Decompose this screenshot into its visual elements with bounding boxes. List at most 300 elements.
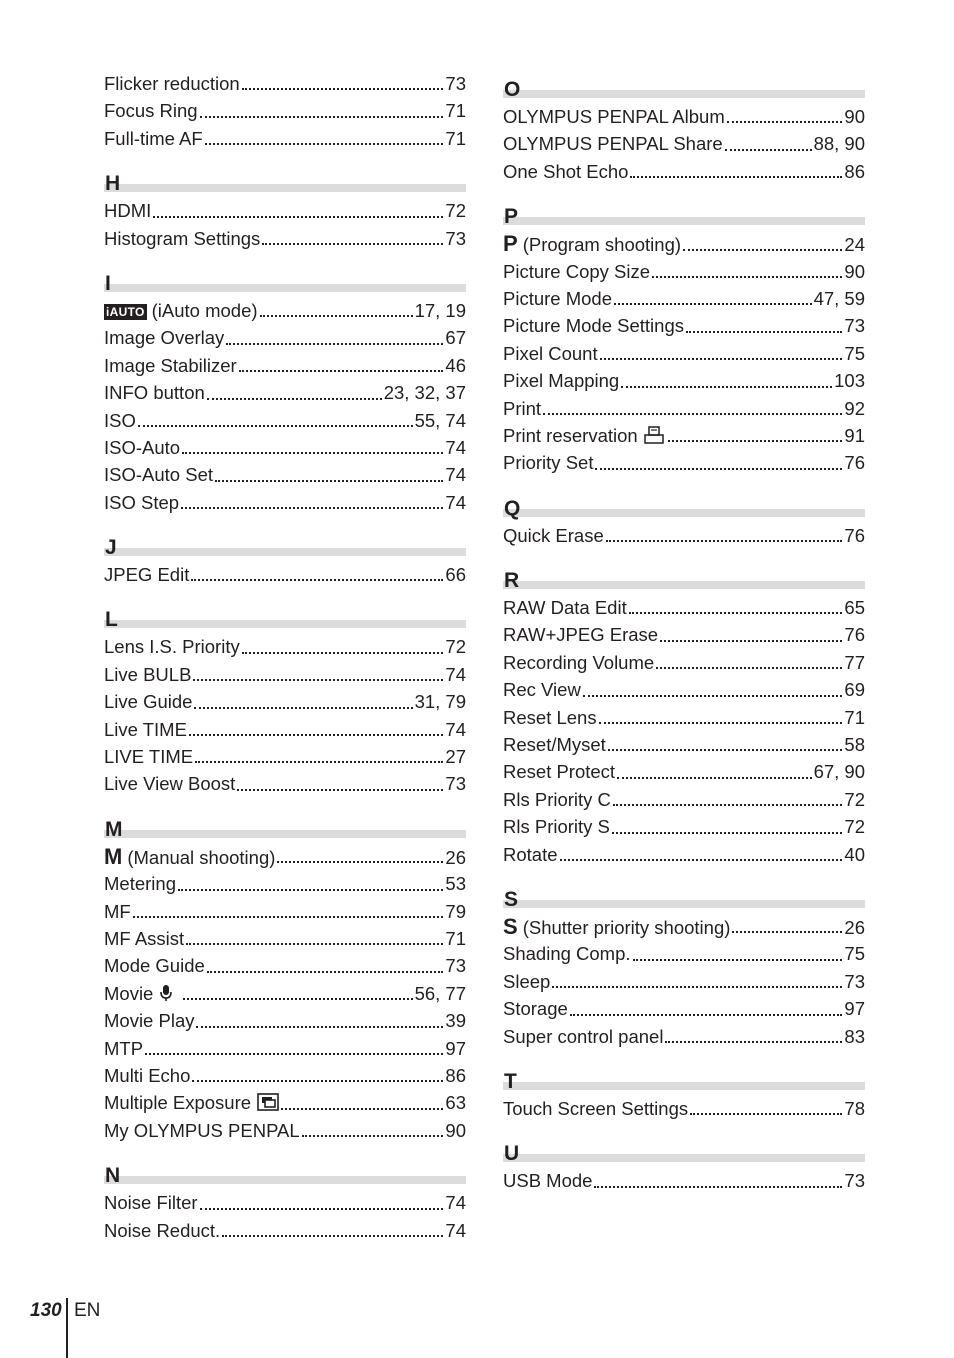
index-section-o	[503, 70, 865, 185]
entry-pages: 53	[445, 873, 466, 895]
entry-label: Multiple Exposure	[104, 1092, 252, 1114]
entry-term	[503, 731, 606, 758]
dot-leader	[205, 143, 444, 145]
section-letter: O	[504, 78, 521, 101]
dot-leader	[599, 722, 843, 724]
section-letter: H	[105, 172, 121, 196]
entry-pages: 67, 90	[813, 761, 865, 783]
entry-pages: 26	[445, 846, 466, 868]
index-section-r	[503, 561, 865, 868]
dot-leader	[237, 789, 443, 791]
entry-term	[503, 649, 654, 676]
index-entry-picture-mode-settings	[503, 312, 865, 339]
index-section-l	[104, 600, 466, 797]
section-letter: M	[105, 817, 123, 841]
dot-leader	[656, 667, 842, 669]
entry-pages: 55, 74	[414, 409, 466, 431]
section-header	[503, 1134, 865, 1166]
index-entry-quick-erase	[503, 522, 865, 549]
language-label: EN	[74, 1300, 101, 1321]
dot-leader	[196, 1026, 443, 1028]
entry-label: One Shot Echo	[503, 160, 629, 182]
entry-pages: 97	[445, 1037, 466, 1059]
section-divider-bar	[503, 509, 865, 517]
entry-term	[104, 324, 224, 351]
dot-leader	[207, 971, 444, 973]
dot-leader	[630, 176, 842, 178]
entry-pages: 72	[844, 816, 865, 838]
index-entry-rls-priority-s	[503, 813, 865, 840]
section-header	[503, 561, 865, 593]
entry-label: LIVE TIME	[104, 746, 194, 768]
dot-leader	[725, 149, 812, 151]
entry-pages: 90	[445, 1119, 466, 1141]
index-entry-olympus-penpal-share	[503, 130, 865, 157]
section-letter: Q	[504, 496, 521, 520]
dot-leader	[683, 249, 842, 251]
index-entry-metering	[104, 870, 466, 897]
entry-label: Reset Protect	[503, 761, 616, 783]
footer-divider	[66, 1298, 68, 1358]
entry-label: Shading Comp.	[503, 943, 631, 965]
entry-pages: 75	[844, 943, 865, 965]
dot-leader	[612, 832, 843, 834]
section-divider-bar	[104, 830, 466, 838]
entry-term	[503, 158, 628, 185]
entry-pages: 23, 32, 37	[383, 382, 466, 404]
dot-leader	[239, 370, 444, 372]
index-section-p	[503, 197, 865, 477]
dot-leader	[633, 959, 843, 961]
entry-term	[104, 1117, 300, 1144]
entry-pages: 71	[445, 927, 466, 949]
entry-label: Noise Filter	[104, 1192, 198, 1214]
index-section-s	[503, 880, 865, 1050]
index-column-right	[503, 70, 865, 1207]
entry-term	[503, 940, 631, 967]
index-section-u	[503, 1134, 865, 1194]
entry-label: Print	[503, 397, 542, 419]
entry-term	[104, 97, 198, 124]
index-entry-iso-step	[104, 489, 466, 516]
entry-label: OLYMPUS PENPAL Share	[503, 133, 723, 155]
section-header	[104, 1156, 466, 1188]
entry-term	[503, 758, 615, 785]
index-entry-mode-guide	[104, 952, 466, 979]
entry-term	[104, 743, 193, 770]
section-divider-bar	[104, 1176, 466, 1184]
entry-term	[503, 813, 610, 840]
dot-leader	[560, 859, 843, 861]
entry-pages: 66	[445, 564, 466, 586]
entry-term	[503, 841, 558, 868]
section-letter: U	[504, 1142, 520, 1166]
index-entry-jpeg-edit	[104, 561, 466, 588]
entry-pages: 77	[844, 651, 865, 673]
section-header	[503, 880, 865, 911]
index-entry-shading-comp	[503, 940, 865, 967]
section-header	[104, 264, 466, 295]
mode-letter: M	[104, 843, 123, 869]
entry-pages: 90	[844, 260, 865, 282]
entry-pages: 76	[844, 624, 865, 646]
entry-pages: 86	[844, 160, 865, 182]
entry-term	[104, 716, 187, 743]
section-header	[104, 810, 466, 841]
dot-leader	[686, 331, 842, 333]
entry-label: Recording Volume	[503, 651, 655, 673]
entry-label: INFO button	[104, 382, 205, 404]
section-letter: N	[105, 1164, 121, 1188]
index-entry-m-manual-shooting	[104, 843, 466, 870]
index-section-n	[104, 1156, 466, 1244]
dot-leader	[183, 998, 412, 1000]
dot-leader	[222, 1235, 443, 1237]
index-entry-live-guide	[104, 688, 466, 715]
section-letter: T	[504, 1069, 517, 1093]
entry-label: Mode Guide	[104, 955, 205, 977]
entry-term	[104, 407, 136, 434]
dot-leader	[189, 734, 443, 736]
index-entry-live-time	[104, 716, 466, 743]
entry-pages: 74	[445, 1192, 466, 1214]
entry-label: Picture Mode Settings	[503, 315, 684, 337]
entry-pages: 71	[445, 127, 466, 149]
print-reservation-icon	[644, 426, 664, 444]
entry-label: (Program shooting)	[522, 234, 682, 256]
entry-pages: 76	[844, 452, 865, 474]
dot-leader	[594, 1186, 842, 1188]
index-entry-reset-lens	[503, 704, 865, 731]
entry-term	[503, 786, 611, 813]
dot-leader	[281, 1108, 443, 1110]
index-entry-recording-volume	[503, 649, 865, 676]
dot-leader	[613, 804, 843, 806]
entry-pages: 74	[445, 718, 466, 740]
index-entry-focus-ring	[104, 97, 466, 124]
entry-term	[104, 952, 205, 979]
index-entry-live-view-boost	[104, 770, 466, 797]
entry-term	[104, 489, 179, 516]
entry-pages: 69	[844, 679, 865, 701]
dot-leader	[277, 861, 443, 863]
index-entry-image-stabilizer	[104, 352, 466, 379]
entry-pages: 73	[844, 315, 865, 337]
entry-label: (Shutter priority shooting)	[522, 916, 731, 938]
section-divider-bar	[503, 581, 865, 589]
index-entry-image-overlay	[104, 324, 466, 351]
entry-pages: 86	[445, 1064, 466, 1086]
entry-label: Histogram Settings	[104, 227, 261, 249]
entry-label: (Manual shooting)	[127, 846, 276, 868]
section-letter: R	[504, 569, 520, 593]
dot-leader	[665, 1041, 842, 1043]
section-divider-bar	[104, 284, 466, 292]
dot-leader	[193, 679, 443, 681]
index-entry-pixel-count	[503, 340, 865, 367]
index-entry-priority-set	[503, 449, 865, 476]
entry-pages: 76	[844, 524, 865, 546]
index-entry-pixel-mapping	[503, 367, 865, 394]
index-entry-my-olympus-penpal	[104, 1117, 466, 1144]
entry-label: MTP	[104, 1037, 144, 1059]
entry-label: Sleep	[503, 970, 551, 992]
dot-leader	[195, 761, 443, 763]
entry-pages: 67	[445, 327, 466, 349]
entry-pages: 72	[844, 788, 865, 810]
entry-pages: 63	[445, 1092, 466, 1114]
entry-label: Quick Erase	[503, 524, 604, 546]
dot-leader	[178, 889, 443, 891]
entry-term	[503, 367, 619, 394]
entry-label: USB Mode	[503, 1170, 593, 1192]
index-entry-p-program-shooting	[503, 230, 865, 257]
index-entry-touch-screen-settings	[503, 1095, 865, 1122]
entry-pages: 31, 79	[414, 691, 466, 713]
entry-term	[104, 297, 258, 324]
entry-label: Live View Boost	[104, 773, 236, 795]
dot-leader	[182, 452, 443, 454]
entry-label: Metering	[104, 873, 176, 895]
entry-pages: 78	[844, 1097, 865, 1119]
entry-term	[104, 70, 240, 97]
entry-pages: 91	[844, 424, 865, 446]
index-entry-storage	[503, 995, 865, 1022]
entry-term	[104, 870, 176, 897]
microphone-icon	[159, 984, 179, 1002]
index-entry-mtp	[104, 1035, 466, 1062]
entry-label: Live BULB	[104, 663, 192, 685]
entry-label: Image Stabilizer	[104, 354, 237, 376]
entry-pages: 26	[844, 916, 865, 938]
entry-label: RAW Data Edit	[503, 597, 627, 619]
entry-term	[503, 913, 730, 941]
entry-label: RAW+JPEG Erase	[503, 624, 659, 646]
index-entry-mf	[104, 898, 466, 925]
entry-label: HDMI	[104, 200, 152, 222]
entry-pages: 56, 77	[414, 982, 466, 1004]
entry-term	[104, 225, 260, 252]
entry-term	[104, 633, 240, 660]
entry-label: Reset/Myset	[503, 734, 606, 756]
dot-leader	[608, 749, 843, 751]
dot-leader	[543, 413, 842, 415]
index-entry-one-shot-echo	[503, 158, 865, 185]
entry-term	[503, 1167, 592, 1194]
entry-label: MF Assist	[104, 927, 185, 949]
entry-term	[104, 1089, 279, 1116]
dot-leader	[727, 121, 843, 123]
iauto-mode-icon: iAUTO	[106, 304, 145, 319]
entry-term	[503, 395, 541, 422]
entry-term	[104, 1035, 143, 1062]
index-entry-flicker-reduction	[104, 70, 466, 97]
index-entry-noise-filter	[104, 1189, 466, 1216]
entry-term	[104, 843, 275, 871]
section-divider-bar	[104, 620, 466, 628]
dot-leader	[242, 88, 444, 90]
entry-pages: 74	[445, 464, 466, 486]
entry-label: Storage	[503, 998, 568, 1020]
entry-term	[104, 197, 151, 224]
entry-pages: 74	[445, 1219, 466, 1241]
entry-term	[503, 1095, 688, 1122]
entry-term	[503, 704, 597, 731]
index-entry-reset-myset	[503, 731, 865, 758]
index-entry-iso-auto	[104, 434, 466, 461]
index-entry-info-button	[104, 379, 466, 406]
multiple-exposure-icon	[257, 1093, 277, 1111]
entry-pages: 73	[844, 970, 865, 992]
index-entry-rec-view	[503, 676, 865, 703]
index-section-i	[104, 264, 466, 516]
entry-pages: 72	[445, 200, 466, 222]
entry-label: Movie Play	[104, 1010, 195, 1032]
entry-term	[503, 312, 684, 339]
entry-label: My OLYMPUS PENPAL	[104, 1119, 300, 1141]
index-entry-s-shutter-priority-shooting	[503, 913, 865, 940]
dot-leader	[302, 1135, 444, 1137]
entry-term	[503, 103, 725, 130]
entry-pages: 92	[844, 397, 865, 419]
entry-pages: 103	[834, 370, 865, 392]
entry-label: Noise Reduct.	[104, 1219, 221, 1241]
entry-label: Touch Screen Settings	[503, 1097, 689, 1119]
dot-leader	[583, 695, 843, 697]
section-header	[503, 489, 865, 520]
dot-leader	[133, 916, 444, 918]
entry-pages: 71	[445, 100, 466, 122]
entry-term	[104, 898, 131, 925]
dot-leader	[153, 216, 443, 218]
entry-label: Rls Priority S	[503, 816, 610, 838]
index-entry-super-control-panel	[503, 1023, 865, 1050]
entry-pages: 73	[445, 227, 466, 249]
entry-label: Live Guide	[104, 691, 193, 713]
entry-pages: 73	[445, 773, 466, 795]
section-header	[104, 600, 466, 632]
entry-term	[104, 352, 237, 379]
entry-term	[104, 461, 213, 488]
dot-leader	[732, 931, 842, 933]
page-number: 130	[30, 1300, 62, 1321]
section-divider-bar	[104, 184, 466, 192]
dot-leader	[629, 612, 843, 614]
section-header	[104, 164, 466, 196]
entry-term	[104, 1217, 220, 1244]
entry-label: ISO	[104, 409, 136, 431]
dot-leader	[660, 640, 842, 642]
entry-pages: 40	[844, 843, 865, 865]
entry-pages: 88, 90	[813, 133, 865, 155]
dot-leader	[621, 386, 832, 388]
section-letter: I	[105, 271, 111, 295]
right-sections	[503, 70, 865, 1195]
entry-term	[503, 995, 568, 1022]
entry-label: Movie	[104, 982, 154, 1004]
index-entry-live-time	[104, 743, 466, 770]
entry-term	[104, 661, 191, 688]
entry-label: OLYMPUS PENPAL Album	[503, 106, 725, 127]
entry-label: MF	[104, 900, 131, 922]
entry-label: Full-time AF	[104, 127, 203, 149]
entry-term	[503, 230, 681, 258]
index-section-m	[104, 810, 466, 1144]
index-entry-full-time-af	[104, 125, 466, 152]
entry-label: Pixel Count	[503, 342, 598, 364]
dot-leader	[192, 1080, 443, 1082]
entry-term	[104, 688, 192, 715]
index-entry-noise-reduct	[104, 1217, 466, 1244]
dot-leader	[552, 986, 842, 988]
entry-pages: 46	[445, 354, 466, 376]
entry-pages: 72	[445, 636, 466, 658]
index-entry-live-bulb	[104, 661, 466, 688]
entry-label: Rls Priority C	[503, 788, 611, 810]
entry-pages: 73	[844, 1170, 865, 1192]
dot-leader	[181, 507, 443, 509]
dot-leader	[242, 652, 444, 654]
entry-label: Multi Echo	[104, 1064, 191, 1086]
entry-label: Pixel Mapping	[503, 370, 620, 392]
entry-pages: 74	[445, 663, 466, 685]
index-entry-print-reservation	[503, 422, 865, 449]
dot-leader	[260, 315, 413, 317]
entry-pages: 27	[445, 746, 466, 768]
entry-term	[503, 968, 550, 995]
entry-label: ISO-Auto Set	[104, 464, 213, 486]
left-sections	[104, 164, 466, 1244]
index-entry-usb-mode	[503, 1167, 865, 1194]
section-letter: L	[105, 608, 118, 632]
entry-term	[503, 676, 581, 703]
dot-leader	[186, 943, 443, 945]
mode-letter: S	[503, 913, 518, 939]
dot-leader	[145, 1053, 443, 1055]
index-entry-hdmi	[104, 197, 466, 224]
entry-label: Live TIME	[104, 718, 187, 740]
entry-pages: 47, 59	[813, 287, 865, 309]
entry-label: Reset Lens	[503, 706, 597, 728]
index-entry-print	[503, 395, 865, 422]
entry-pages: 24	[844, 234, 865, 256]
entry-pages: 65	[844, 597, 865, 619]
index-entry-raw-data-edit	[503, 594, 865, 621]
entry-term	[104, 980, 181, 1007]
dot-leader	[200, 116, 444, 118]
dot-leader	[614, 303, 812, 305]
index-entry-picture-copy-size	[503, 258, 865, 285]
entry-term	[104, 434, 180, 461]
section-letter: S	[504, 887, 519, 911]
entry-label: JPEG Edit	[104, 564, 190, 586]
entry-term	[104, 925, 184, 952]
entry-pages: 73	[445, 955, 466, 977]
index-section-t	[503, 1062, 865, 1122]
entry-pages: 74	[445, 436, 466, 458]
entry-term	[503, 621, 658, 648]
entry-pages: 75	[844, 342, 865, 364]
section-divider-bar	[503, 900, 865, 908]
index-entry-movie-play	[104, 1007, 466, 1034]
section-letter: J	[105, 536, 117, 560]
entry-label: Print reservation	[503, 424, 638, 446]
index-section-h	[104, 164, 466, 252]
dot-leader	[226, 343, 443, 345]
index-entry-iauto-iauto-mode	[104, 297, 466, 324]
entry-term	[104, 1062, 190, 1089]
dot-leader	[606, 540, 843, 542]
